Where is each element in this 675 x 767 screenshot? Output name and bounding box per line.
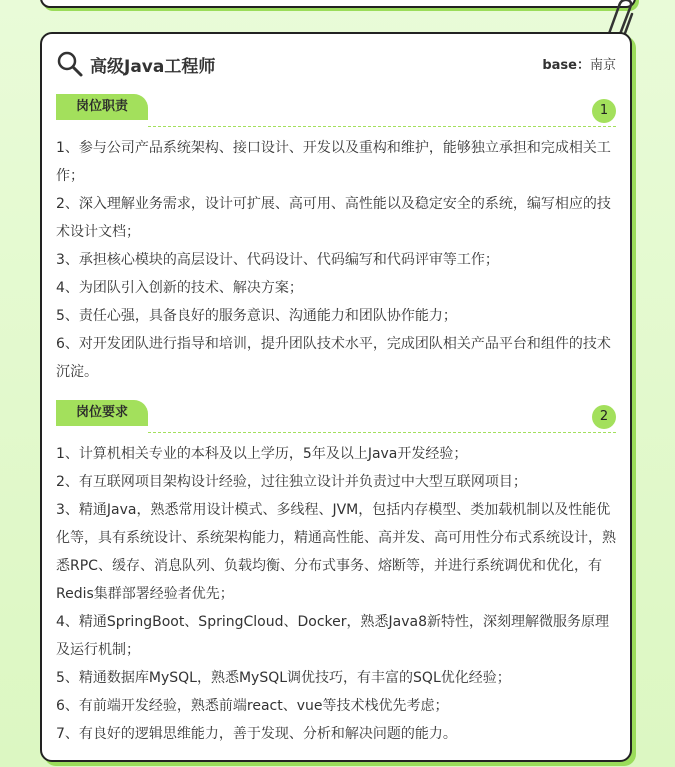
responsibility-list (56, 134, 616, 386)
section-divider (148, 432, 616, 433)
job-header (56, 48, 616, 82)
list-item: 5、责任心强，具备良好的服务意识、沟通能力和团队协作能力； (56, 308, 457, 324)
list-item: 7、有良好的逻辑思维能力，善于发现、分析和解决问题的能力。 (56, 726, 457, 742)
section-responsibilities (56, 94, 616, 394)
list-item: 4、为团队引入创新的技术、解决方案； (56, 280, 303, 296)
job-card (40, 32, 632, 762)
list-item: 6、有前端开发经验，熟悉前端react、vue等技术栈优先考虑； (56, 698, 449, 714)
section-number-badge: 1 (592, 99, 616, 123)
list-item: 2、有互联网项目架构设计经验，过往独立设计并负责过中大型互联网项目； (56, 474, 527, 490)
requirement-list (56, 440, 616, 748)
list-item: 4、精通SpringBoot、SpringCloud、Docker，熟悉Java8新特性，深刻理解微服务原理及运行机制； (56, 614, 609, 658)
list-item: 1、计算机相关专业的本科及以上学历，5年及以上Java开发经验； (56, 446, 468, 462)
job-title: 高级Java工程师 (90, 57, 216, 77)
section-number-badge: 2 (592, 405, 616, 429)
list-item: 2、深入理解业务需求，设计可扩展、高可用、高性能以及稳定安全的系统，编写相应的技术设计文档； (56, 196, 611, 240)
section-requirements (56, 400, 616, 750)
search-icon (56, 50, 84, 78)
list-item: 3、承担核心模块的高层设计、代码设计、代码编写和代码评审等工作； (56, 252, 499, 268)
list-item: 1、参与公司产品系统架构、接口设计、开发以及重构和维护，能够独立承担和完成相关工作； (56, 140, 611, 184)
job-location (542, 54, 616, 73)
base-label: base： (542, 58, 590, 73)
previous-card-bottom (40, 0, 636, 8)
section-divider (148, 126, 616, 127)
list-item: 6、对开发团队进行指导和培训，提升团队技术水平，完成团队相关产品平台和组件的技术沉淀。 (56, 336, 611, 380)
list-item: 3、精通Java，熟悉常用设计模式、多线程、JVM，包括内存模型、类加载机制以及性能优化等，具有系统设计、系统架构能力，精通高性能、高并发、高可用性分布式系统设计，熟悉RPC、缓存、消息队列、负载均衡、分布式事务、熔断等，并进行系统调优和优化，有Redis集群部署经验者优先； (56, 502, 616, 602)
section-tag: 岗位要求 (56, 400, 148, 426)
section-tag: 岗位职责 (56, 94, 148, 120)
base-value: 南京 (589, 58, 616, 73)
list-item: 5、精通数据库MySQL，熟悉MySQL调优技巧，有丰富的SQL优化经验； (56, 670, 511, 686)
